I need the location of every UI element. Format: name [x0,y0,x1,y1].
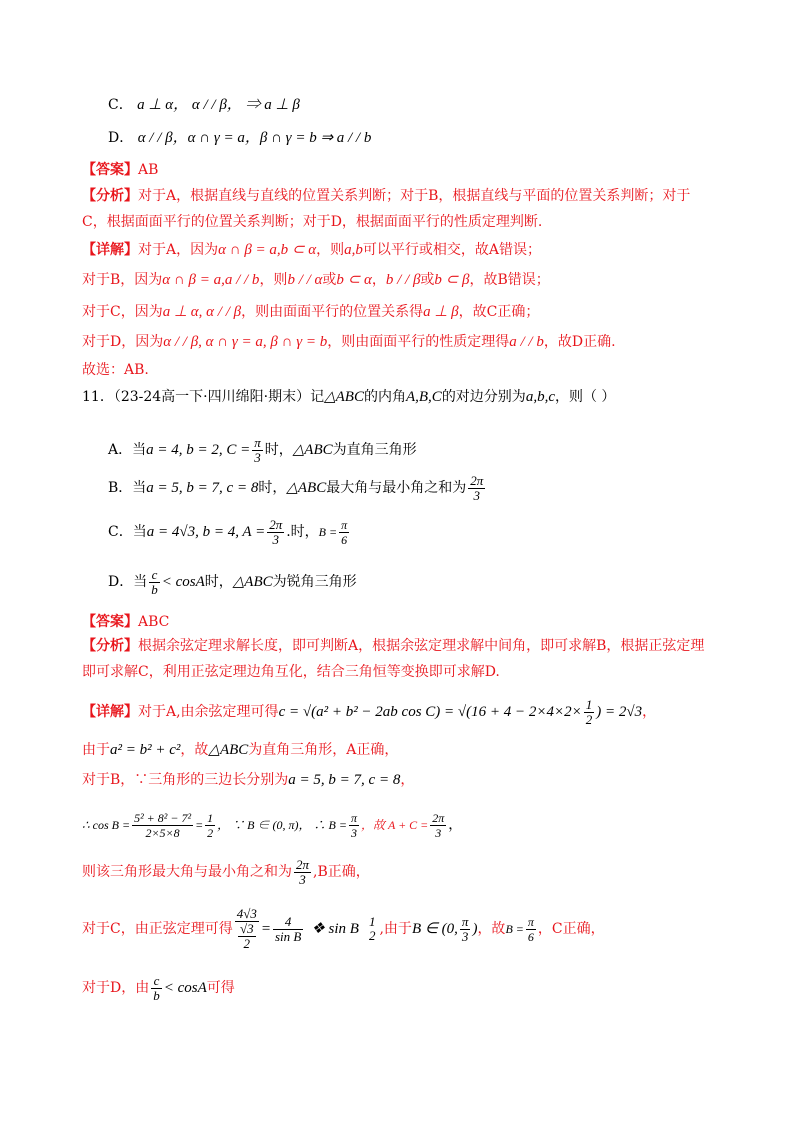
text: ，则由面面平行的位置关系得 [241,304,424,320]
option-label: D．当 [108,574,148,590]
answer-tag: 【答案】 [82,162,138,178]
q10-analysis-line2 [82,212,542,232]
option-c-label: C． [108,97,133,113]
text: 最大角与最小角之和为 [326,480,467,496]
math: B = [318,525,338,539]
numerator: 2π [470,472,484,488]
math: = [195,818,204,832]
math: △ABC [208,742,249,758]
text: 对于A,由余弦定理可得 [138,704,279,720]
q11-detail-line5 [82,852,370,892]
detail-tag: 【详解】 [82,704,138,720]
numerator: π [341,517,348,532]
math: a = 5, b = 7, c = 8 [146,480,259,496]
fraction [267,518,284,547]
math: α ∩ β = a,a / / b [162,272,260,288]
q11-detail-line1 [82,692,656,732]
text: 可得 [206,980,235,996]
answer-tag: 【答案】 [82,614,138,630]
math: ， ∵ B ∈ (0, π)， ∴ B = [217,818,347,832]
numerator: π [527,914,534,929]
numerator: 4 [273,915,303,930]
q11-option-d [108,562,357,602]
denominator: b [151,581,158,597]
math: b / / α [287,272,323,288]
q11-stem [82,387,615,407]
math: = [260,921,271,937]
text: 时， [258,480,287,496]
denominator: 2 [585,711,593,727]
option-label: B．当 [108,480,147,496]
text: 对于B，∵三角形的三边长分别为 [82,772,289,788]
math: < cosA [161,574,205,590]
denominator: 3 [299,871,306,887]
text: 对于D，因为 [82,334,164,350]
text: 的内角 [363,389,406,405]
math: B ∈ (0, [411,921,458,937]
denominator: 2×5×8 [145,825,180,840]
q11-detail-line3 [82,770,414,790]
math: a = 5, b = 7, c = 8 [288,772,401,788]
q11-detail-line7 [82,968,235,1008]
text: ，则由面面平行的性质定理得 [327,334,510,350]
math: a,b [344,242,363,258]
numerator: 4√3 [236,906,257,921]
math: a = 4, b = 2, C = [146,442,251,458]
math: a = 4√3, b = 4, A = [146,524,266,540]
text: ， [448,817,463,833]
text: 对于C，由正弦定理可得 [82,921,233,937]
analysis-tag: 【分析】 [82,188,138,204]
fraction [205,811,215,840]
q10-detail-line1 [82,240,541,260]
numerator: π [254,434,261,450]
detail-tag: 【详解】 [82,242,138,258]
answer-text: ABC [138,614,170,630]
analysis-text: C，根据面面平行的位置关系判断；对于D，根据面面平行的性质定理判断. [82,214,543,230]
text: 或 [322,272,337,288]
q10-analysis-line1 [82,186,690,206]
numerator: √3 [239,921,254,936]
denominator: b [153,987,160,1003]
q11-detail-line6 [82,905,605,953]
math: △ABC [286,480,327,496]
text: 由于 [82,742,110,758]
analysis-tag: 【分析】 [82,638,138,654]
denominator: 3 [461,928,469,944]
math: B = [505,922,524,936]
text: 时， [204,574,233,590]
denominator: sin B [274,928,302,944]
text: 为锐角三角形 [272,574,357,590]
fraction [294,858,311,887]
numerator: c [149,568,160,583]
q11-detail-line2 [82,740,398,760]
text: ，故 [180,742,209,758]
math: a / / b [509,334,544,350]
fraction [526,915,536,944]
numerator: 1 [585,696,593,712]
q11-analysis-line1 [82,636,704,656]
fraction [252,436,263,465]
math: △ABC [324,389,364,405]
q10-detail-line2 [82,270,550,290]
text: ,由于 [379,921,412,937]
text: ， [371,272,386,288]
text: ，则 [259,272,288,288]
question-source: （23-24高一下·四川绵阳·期末）记 [113,389,325,405]
denominator: 3 [350,825,357,840]
analysis-text: 对于A，根据直线与直线的位置关系判断；对于B，根据直线与平面的位置关系判断；对于 [138,188,691,204]
math: α / / β, α ∩ γ = a, β ∩ γ = b [163,334,328,350]
math: b ⊂ β [434,272,470,288]
math: ) [472,921,478,937]
answer-text: AB [138,162,159,178]
numerator: π [350,810,357,825]
q10-detail-line4 [82,332,616,352]
text: 则该三角形最大角与最小角之和为 [82,864,292,880]
option-c-math: a ⊥ α， α / / β， ⇒ a ⊥ β [137,97,300,113]
q11-option-a [108,430,417,470]
fraction [584,698,595,727]
fraction [235,907,259,951]
numerator: 1 [368,914,376,929]
fraction [151,974,162,1003]
denominator: 3 [254,449,261,465]
math: a ⊥ β [423,304,459,320]
math: < cosA [163,980,207,996]
q11-answer [82,612,169,632]
text: ， [642,704,657,720]
q10-detail-line3 [82,302,539,322]
fraction [367,915,378,943]
q10-answer [82,160,158,180]
math: c = √(a² + b² − 2ab cos C) = √(16 + 4 − 2×4×2× [278,704,582,720]
question-number: 11． [82,389,114,405]
text: 为直角三角形 [332,442,417,458]
text: ，则（ ） [554,389,616,405]
numerator: 2π [432,810,445,825]
text: ，故D正确. [543,334,616,350]
q11-detail-line4 [82,805,462,845]
text: ， [400,772,415,788]
analysis-text: 根据余弦定理求解长度，即可判断A，根据余弦定理求解中间角，即可求解B，根据正弦定理 [138,638,705,654]
text: 或 [420,272,435,288]
q11-option-c [108,512,351,552]
math: a² = b² + c² [110,742,181,758]
text: 的对边分别为 [441,389,526,405]
numerator: c [151,974,162,989]
option-label: A．当 [108,442,147,458]
text: 对于A，因为 [138,242,219,258]
fraction [273,915,303,944]
math: ，故 A + C = [360,818,429,832]
option-label: C．当 [108,524,147,540]
text: 对于C，因为 [82,304,163,320]
numerator: π [461,913,469,929]
math: a,b,c [525,389,555,405]
text: ，C正确， [537,921,605,937]
numerator: 5² + 8² − 7² [134,810,192,825]
fraction [339,518,349,547]
denominator [235,922,259,951]
option-c [108,95,300,115]
math: ) = 2√3 [596,704,643,720]
denominator: 3 [435,825,442,840]
text: .时， [286,524,319,540]
fraction [430,811,446,840]
numerator: 2π [296,856,310,872]
math: b ⊂ α [336,272,372,288]
numerator: 2π [269,516,283,532]
option-d [108,128,371,148]
text: 为直角三角形，A正确， [248,742,399,758]
option-d-label: D． [108,130,134,146]
numerator: 1 [207,810,214,825]
math: α ∩ β = a,b ⊂ α [218,242,317,258]
denominator: 6 [341,532,348,547]
q11-analysis-line2 [82,662,500,682]
text: 对于D，由 [82,980,150,996]
text: ，则 [316,242,345,258]
math: a ⊥ α, α / / β [162,304,242,320]
fraction [460,915,471,944]
q10-choice [82,360,149,380]
text: ，故B错误； [469,272,550,288]
fraction [468,474,485,503]
choice-text: 故选：AB. [82,362,149,378]
math: b / / β [385,272,421,288]
math: △ABC [292,442,333,458]
math: ∴ cos B = [82,818,131,832]
denominator: 3 [272,531,279,547]
text: ，故C正确； [458,304,540,320]
text: ，故 [477,921,506,937]
text: 可以平行或相交，故A错误； [362,242,541,258]
denominator: 2 [368,928,376,943]
fraction [149,568,160,597]
denominator: 2 [243,936,251,951]
fraction [132,811,193,840]
text: 对于B，因为 [82,272,163,288]
text: ,B正确， [313,864,370,880]
option-d-math: α / / β，α ∩ γ = a，β ∩ γ = b ⇒ a / / b [137,130,372,146]
analysis-text: 即可求解C，利用正弦定理边角互化，结合三角恒等变换即可求解D. [82,664,500,680]
math: A,B,C [405,389,442,405]
garbled-math: ❖ sin B [311,921,359,937]
q11-option-b [108,468,487,508]
denominator: 2 [207,825,214,840]
denominator: 6 [527,929,534,944]
text: 时， [264,442,293,458]
math: △ABC [232,574,273,590]
nested-fraction [238,922,256,951]
denominator: 3 [473,487,480,503]
fraction [349,811,359,840]
